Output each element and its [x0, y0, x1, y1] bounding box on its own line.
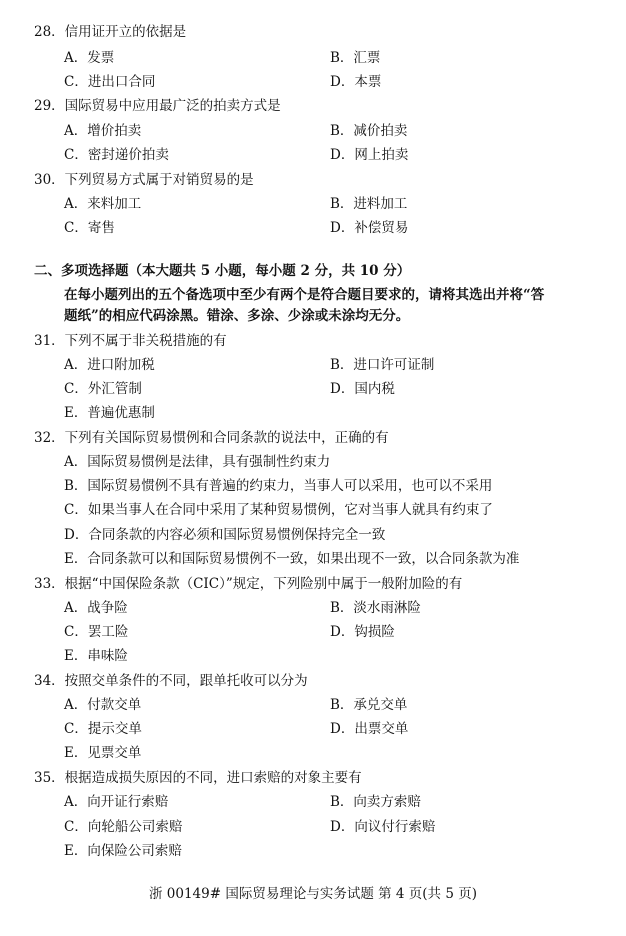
q33-option-d: D．钩损险	[330, 624, 395, 640]
q31-option-c: C．外汇管制	[64, 381, 142, 397]
q35-option-b: B．向卖方索赔	[330, 794, 421, 810]
question-34-stem: 34．按照交单条件的不同，跟单托收可以分为	[34, 673, 308, 689]
q35-option-c: C．向轮船公司索赔	[64, 819, 183, 835]
section-2-instruction-line1: 在每小题列出的五个备选项中至少有两个是符合题目要求的，请将其选出并将“答	[64, 287, 545, 303]
q28-option-d: D．本票	[330, 74, 382, 90]
question-30-stem: 30．下列贸易方式属于对销贸易的是	[34, 172, 254, 188]
q35-option-d: D．向议付行索赔	[330, 819, 436, 835]
q28-option-b: B．汇票	[330, 50, 381, 66]
q31-option-d: D．国内税	[330, 381, 395, 397]
q33-option-b: B．淡水雨淋险	[330, 600, 421, 616]
q33-option-e: E．串味险	[64, 648, 128, 664]
q32-option-a: A．国际贸易惯例是法律，具有强制性约束力	[64, 454, 331, 470]
q34-option-c: C．提示交单	[64, 721, 142, 737]
q29-option-c: C．密封递价拍卖	[64, 147, 169, 163]
q31-option-a: A．进口附加税	[64, 357, 155, 373]
page-footer: 浙 00149# 国际贸易理论与实务试题 第 4 页(共 5 页)	[148, 886, 477, 902]
q29-option-d: D．网上拍卖	[330, 147, 409, 163]
question-28-stem: 28．信用证开立的依据是	[34, 24, 187, 40]
q31-option-e: E．普遍优惠制	[64, 405, 155, 421]
q28-option-a: A．发票	[64, 50, 115, 66]
question-32-stem: 32．下列有关国际贸易惯例和合同条款的说法中，正确的有	[34, 430, 389, 446]
q30-option-b: B．进料加工	[330, 196, 408, 212]
q32-option-c: C．如果当事人在合同中采用了某种贸易惯例，它对当事人就具有约束了	[64, 502, 493, 518]
section-2-instruction-line2: 题纸”的相应代码涂黑。错涂、多涂、少涂或未涂均无分。	[64, 308, 410, 324]
q30-option-a: A．来料加工	[64, 196, 142, 212]
q31-option-b: B．进口许可证制	[330, 357, 435, 373]
question-33-stem: 33．根据“中国保险条款（CIC）”规定，下列险别中属于一般附加险的有	[34, 576, 463, 592]
q32-option-b: B．国际贸易惯例不具有普遍的约束力，当事人可以采用，也可以不采用	[64, 478, 493, 494]
q34-option-a: A．付款交单	[64, 697, 142, 713]
q32-option-d: D．合同条款的内容必须和国际贸易惯例保持完全一致	[64, 527, 386, 543]
question-31-stem: 31．下列不属于非关税措施的有	[34, 333, 227, 349]
question-29-stem: 29．国际贸易中应用最广泛的拍卖方式是	[34, 98, 281, 114]
q33-option-a: A．战争险	[64, 600, 128, 616]
section-2-title: 二、多项选择题（本大题共 5 小题，每小题 2 分，共 10 分）	[34, 263, 411, 279]
q30-option-d: D．补偿贸易	[330, 220, 409, 236]
q35-option-e: E．向保险公司索赔	[64, 843, 182, 859]
q29-option-a: A．增价拍卖	[64, 123, 142, 139]
q33-option-c: C．罢工险	[64, 624, 129, 640]
q34-option-b: B．承兑交单	[330, 697, 408, 713]
q34-option-d: D．出票交单	[330, 721, 409, 737]
q28-option-c: C．进出口合同	[64, 74, 156, 90]
question-35-stem: 35．根据造成损失原因的不同，进口索赔的对象主要有	[34, 770, 362, 786]
q34-option-e: E．见票交单	[64, 745, 142, 761]
q29-option-b: B．减价拍卖	[330, 123, 408, 139]
q32-option-e: E．合同条款可以和国际贸易惯例不一致，如果出现不一致，以合同条款为准	[64, 551, 520, 567]
q35-option-a: A．向开证行索赔	[64, 794, 169, 810]
q30-option-c: C．寄售	[64, 220, 115, 236]
